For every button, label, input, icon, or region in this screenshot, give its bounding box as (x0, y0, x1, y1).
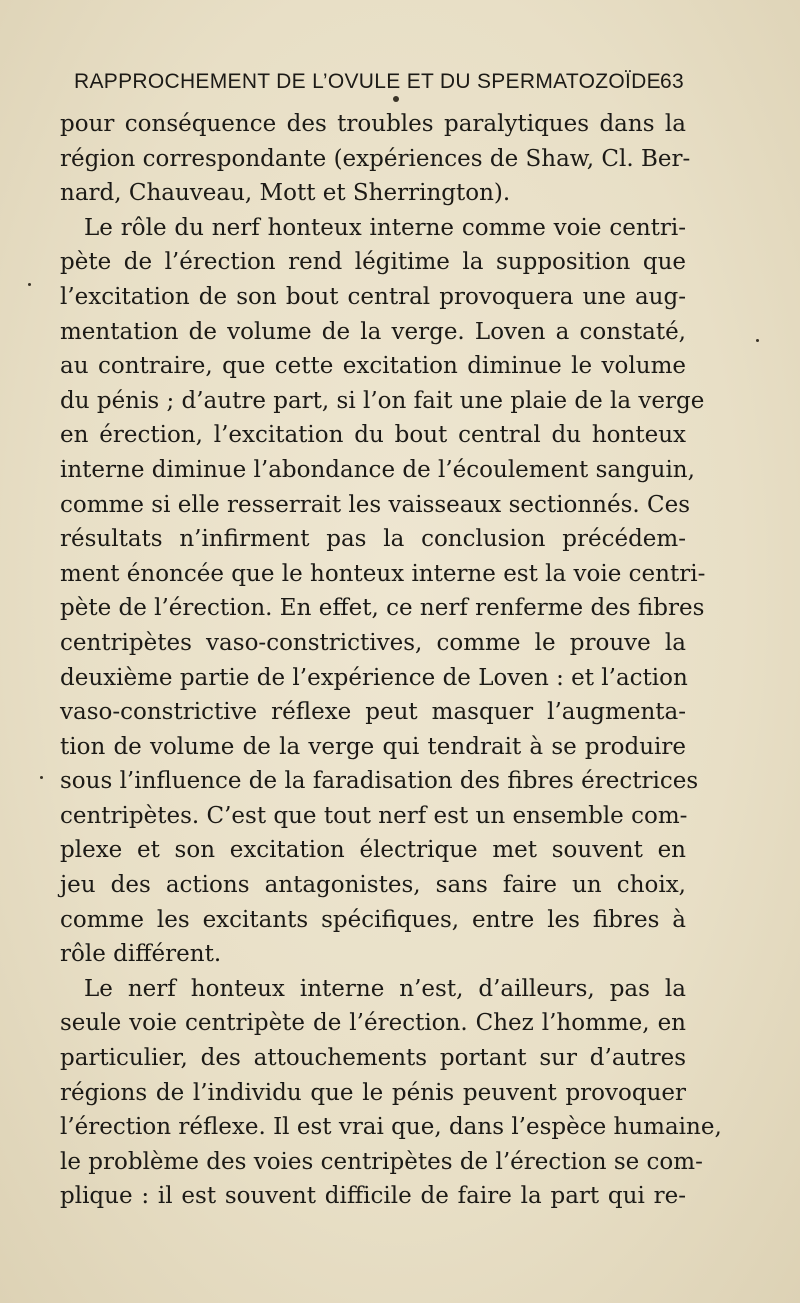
text-line: comme si elle resserrait les vaisseaux sectionnés. Ces (60, 491, 691, 518)
text-line: centripètes vaso-constrictives, comme le prouve la (60, 629, 686, 656)
text-line: pète de l’érection. En effet, ce nerf renferme des fibres (60, 595, 705, 622)
ink-speck (393, 96, 399, 102)
text-line: comme les excitants spécifiques, entre les fibres à (60, 906, 686, 933)
text-line: Le rôle du nerf honteux interne comme voie centri- (84, 214, 686, 241)
text-line: l’excitation de son bout central provoquera une aug- (60, 283, 686, 310)
text-line: rôle différent. (60, 941, 222, 968)
text-line: résultats n’infirment pas la conclusion précédem- (60, 526, 686, 553)
text-line: jeu des actions antagonistes, sans faire un choix, (60, 872, 686, 899)
text-line: Le nerf honteux interne n’est, d’ailleurs, pas la (84, 975, 686, 1002)
text-line: sous l’influence de la faradisation des fibres érectrices (60, 768, 699, 795)
text-line: plique : il est souvent difficile de faire la part qui re- (60, 1183, 686, 1210)
running-head (74, 70, 684, 100)
text-line: mentation de volume de la verge. Loven a constaté, (60, 318, 686, 345)
text-line: nard, Chauveau, Mott et Sherrington). (60, 180, 511, 207)
text-line: particulier, des attouchements portant sur d’autres (60, 1045, 686, 1072)
text-line: régions de l’individu que le pénis peuvent provoquer (60, 1079, 686, 1106)
text-line: seule voie centripète de l’érection. Chez l’homme, en (60, 1010, 686, 1037)
text-line: le problème des voies centripètes de l’érection se com- (60, 1148, 703, 1175)
text-line: centripètes. C’est que tout nerf est un ensemble com- (60, 802, 688, 829)
text-line: l’érection réflexe. Il est vrai que, dans l’espèce humaine, (60, 1114, 722, 1141)
ink-speck (40, 776, 43, 779)
text-line: au contraire, que cette excitation diminue le volume (60, 353, 686, 380)
running-title: RAPPROCHEMENT DE L’OVULE ET DU SPERMATOZOÏDE (74, 70, 661, 93)
text-line: région correspondante (expériences de Shaw, Cl. Ber- (60, 145, 691, 172)
text-line: du pénis ; d’autre part, si l’on fait une plaie de la verge (60, 387, 705, 414)
text-line: ment énoncée que le honteux interne est la voie centri- (60, 560, 706, 587)
text-line: en érection, l’excitation du bout central du honteux (60, 422, 686, 449)
ink-speck (28, 283, 31, 286)
text-line: pour conséquence des troubles paralytiques dans la (60, 111, 686, 137)
text-line: interne diminue l’abondance de l’écoulement sanguin, (60, 456, 695, 483)
text-line: tion de volume de la verge qui tendrait à se produire (60, 733, 686, 760)
body-text (60, 107, 722, 1214)
ink-speck (756, 339, 759, 342)
text-line: plexe et son excitation électrique met souvent en (60, 837, 686, 864)
text-line: vaso-constrictive réflexe peut masquer l’augmenta- (60, 699, 686, 726)
text-line: deuxième partie de l’expérience de Loven : et l’action (60, 664, 688, 691)
text-line: pète de l’érection rend légitime la supposition que (60, 249, 686, 276)
page-number: 63 (660, 70, 684, 93)
